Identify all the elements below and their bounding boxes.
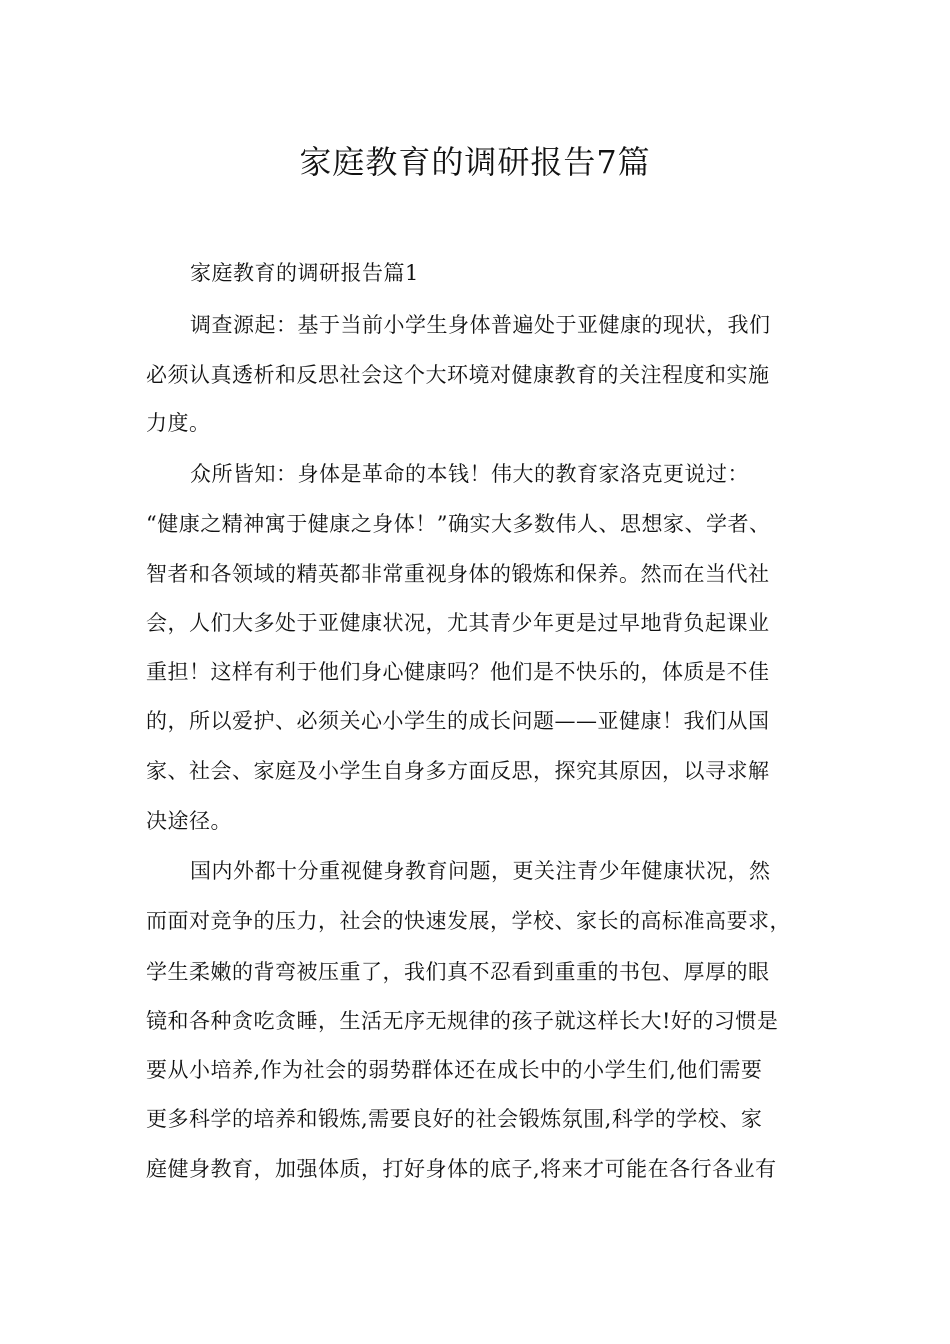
paragraph-line: 要从小培养,作为社会的弱势群体还在成长中的小学生们,他们需要 [146,1058,763,1082]
paragraph-line: 重担！这样有利于他们身心健康吗？他们是不快乐的，体质是不佳 [146,660,770,684]
paragraph-line: 镜和各种贪吃贪睡，生活无序无规律的孩子就这样长大!好的习惯是 [146,1009,779,1033]
paragraph-line: 会，人们大多处于亚健康状况，尤其青少年更是过早地背负起课业 [146,611,770,635]
paragraph-line: 更多科学的培养和锻炼,需要良好的社会锻炼氛围,科学的学校、家 [146,1107,763,1131]
document-title: 家庭教育的调研报告7篇 [299,143,651,181]
paragraph-line: 必须认真透析和反思社会这个大环境对健康教育的关注程度和实施 [146,363,770,387]
paragraph-line: 力度。 [146,411,211,435]
paragraph-line: 智者和各领域的精英都非常重视身体的锻炼和保养。然而在当代社 [146,562,770,586]
paragraph-line: 的，所以爱护、必须关心小学生的成长问题——亚健康！我们从国 [146,709,770,733]
paragraph-line: 而面对竞争的压力，社会的快速发展，学校、家长的高标准高要求， [146,909,791,933]
paragraph-line: 家、社会、家庭及小学生自身多方面反思，探究其原因，以寻求解 [146,759,770,783]
paragraph-line: “健康之精神寓于健康之身体！”确实大多数伟人、思想家、学者、 [146,512,771,536]
paragraph-line: 庭健身教育，加强体质，打好身体的底子,将来才可能在各行各业有 [146,1157,777,1181]
paragraph-line: 国内外都十分重视健身教育问题，更关注青少年健康状况，然 [190,859,771,883]
paragraph-line: 调查源起：基于当前小学生身体普遍处于亚健康的现状，我们 [190,313,771,337]
section-heading: 家庭教育的调研报告篇1 [190,261,419,285]
paragraph-line: 决途径。 [146,809,232,833]
paragraph-line: 众所皆知：身体是革命的本钱！伟大的教育家洛克更说过： [190,462,749,486]
paragraph-line: 学生柔嫩的背弯被压重了，我们真不忍看到重重的书包、厚厚的眼 [146,960,770,984]
